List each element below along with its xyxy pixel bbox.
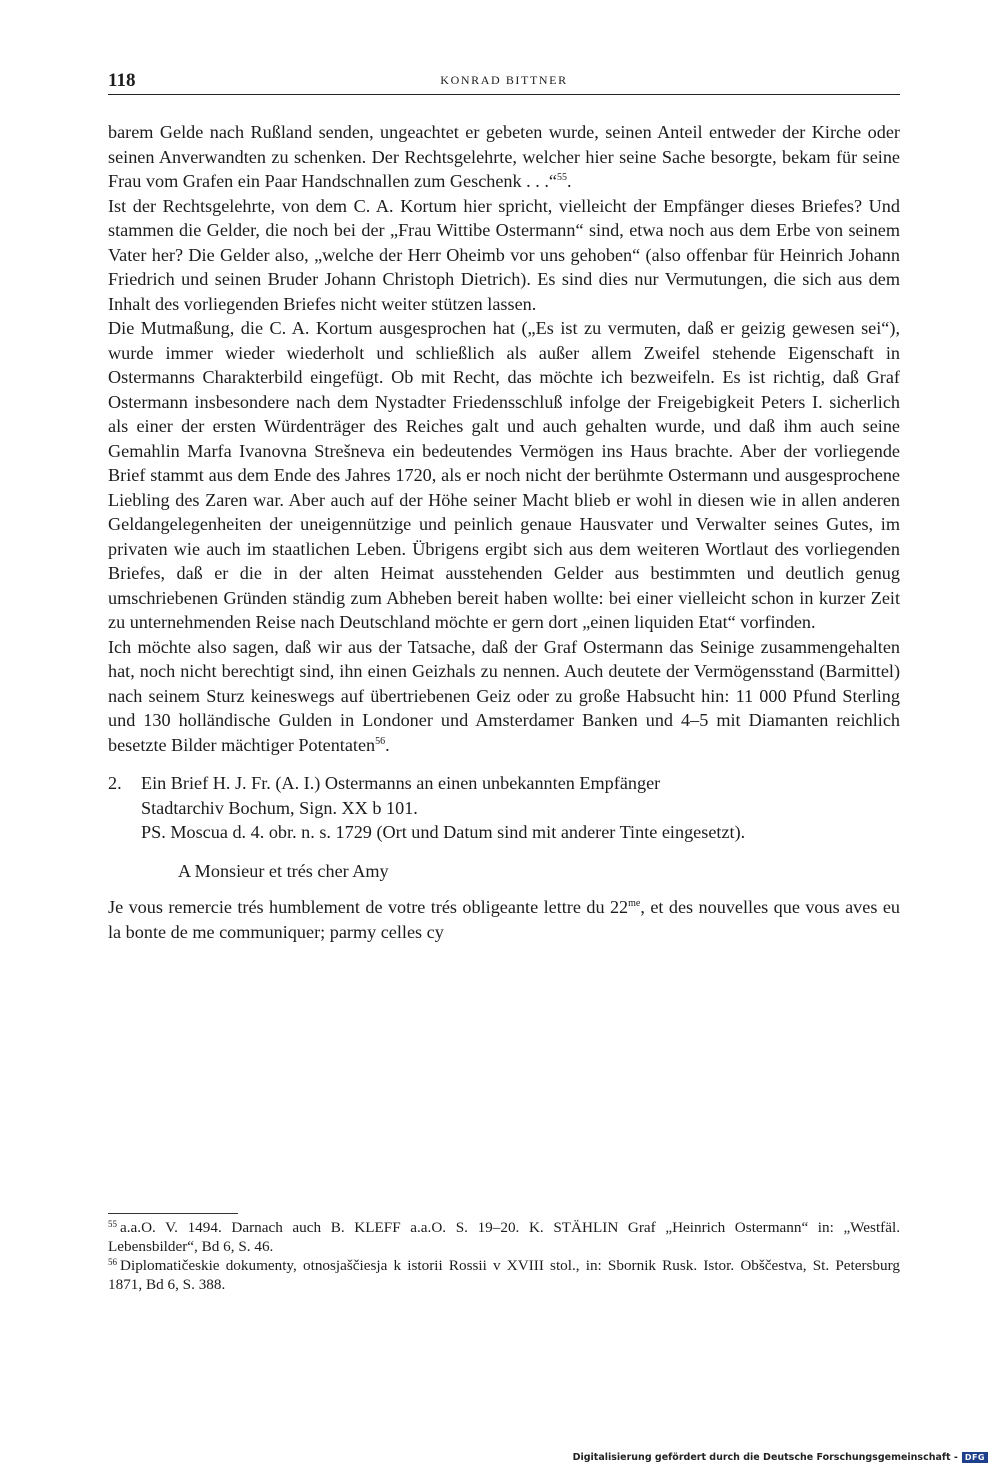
item-line: PS. Moscua d. 4. obr. n. s. 1729 (Ort und Datum sind mit anderer Tinte eingesetzt). xyxy=(141,822,746,842)
funding-credit xyxy=(573,1450,988,1464)
funding-credit-text: Digitalisierung gefördert durch die Deutsche Forschungsgemeinschaft - xyxy=(572,1451,958,1463)
paragraph-text: Ich möchte also sagen, daß wir aus der Tatsache, daß der Graf Ostermann das Seinige zusammengehalten hat, noch nicht berechtigt sind, ihn einen Geizhals zu nennen. Auch deutete der Vermögensstand (Barmittel) nach seinem Sturz keineswegs auf übertriebenen Geiz oder zu große Habsucht hin: 11 000 Pfund Sterling und 130 holländische Gulden in Londoner und Amsterdamer Banken und 4–5 mit Diamanten reichlich besetzte Bilder mächtiger Potentaten xyxy=(108,636,900,755)
item-line: Ein Brief H. J. Fr. (A. I.) Ostermanns an einen unbekannten Empfänger xyxy=(141,773,661,793)
footnote-ref: 56 xyxy=(375,735,386,747)
running-head: KONRAD BITTNER xyxy=(440,73,568,87)
item-line: Stadtarchiv Bochum, Sign. XX b 101. xyxy=(141,797,418,818)
footnotes xyxy=(108,1213,900,1294)
footnote-text: Diplomatičeskie dokumenty, otnosjaščiesja k istorii Rossii v XVIII stol., in: Sbornik Rusk. Istor. Obščestva, St. Petersburg 1871, Bd 6, S. 388. xyxy=(108,1257,900,1293)
page-number: 118 xyxy=(108,70,136,91)
footnote-number: 55 xyxy=(108,1219,117,1229)
paragraph-end: . xyxy=(385,734,390,755)
letter-text-part: , et des nouvelles que vous aves eu la bonte de me communiquer; parmy celles cy xyxy=(108,897,900,942)
item-body xyxy=(141,771,900,845)
superscript: me xyxy=(628,898,641,909)
footnote-text: a.a.O. V. 1494. Darnach auch B. KLEFF a.a.O. S. 19–20. K. STÄHLIN Graf „Heinrich Ostermann“ in: „Westfäl. Lebensbilder“, Bd 6, S. 46. xyxy=(108,1219,900,1255)
footnote xyxy=(108,1218,900,1256)
numbered-item xyxy=(108,771,900,845)
dfg-logo: DFG xyxy=(962,1452,988,1463)
paragraph xyxy=(108,120,900,194)
main-text xyxy=(108,120,900,944)
letter-salutation: A Monsieur et trés cher Amy xyxy=(178,860,389,881)
footnote-divider xyxy=(108,1213,238,1214)
letter-text xyxy=(108,895,900,944)
footnote-ref: 55 xyxy=(556,172,567,183)
paragraph xyxy=(108,635,900,758)
footnote-number: 56 xyxy=(108,1257,117,1267)
paragraph-end: . xyxy=(566,171,572,191)
paragraph: Ist der Rechtsgelehrte, von dem C. A. Kortum hier spricht, vielleicht der Empfänger dieses Briefes? Und stammen die Gelder, die noch bei der „Frau Wittibe Ostermann“ sind, etwa noch aus dem Erbe von seinem Vater her? Die Gelder also, „welche der Herr Oheimb vor uns gehoben“ (also offenbar für Heinrich Johann Friedrich und seinen Bruder Johann Christoph Dietrich). Es sind dies nur Vermutungen, die sich aus dem Inhalt des vorliegenden Briefes nicht weiter stützen lassen. xyxy=(108,195,900,314)
footnote xyxy=(108,1256,900,1294)
paragraph-text: barem Gelde nach Rußland senden, ungeachtet er gebeten wurde, seinen Anteil entweder der Kirche oder seinen Anverwandten zu schenken. Der Rechtsgelehrte, welcher hier seine Sache besorgte, bekam für seine Frau vom Grafen ein Paar Handschnallen zum Geschenk . . .“ xyxy=(108,122,900,191)
item-number: 2. xyxy=(108,773,122,793)
page-header xyxy=(108,70,900,95)
paragraph: Die Mutmaßung, die C. A. Kortum ausgesprochen hat („Es ist zu vermuten, daß er geizig gewesen sei“), wurde immer wieder wiederholt und schließlich als außer allem Zweifel stehende Eigenschaft in Ostermanns Charakterbild eingefügt. Ob mit Recht, das möchte ich bezweifeln. Es ist richtig, daß Graf Ostermann insbesondere nach dem Nystadter Friedensschluß infolge der Freigebigkeit Peters I. sicherlich als einer der ersten Würdenträger des Reiches galt und auch gehalten wurde, und daß ihm auch seine Gemahlin Marfa Ivanovna Strešneva ein bedeutendes Vermögen ins Haus brachte. Aber der vorliegende Brief stammt aus dem Ende des Jahres 1720, als er noch nicht der berühmte Ostermann und ausgesprochene Liebling des Zaren war. Aber auch auf der Höhe seiner Macht blieb er wohl in diesen wie in allen anderen Geldangelegenheiten der uneigennützige und peinlich genaue Hausvater und Verwalter seines Gutes, im privaten wie auch im staatlichen Leben. Übrigens ergibt sich aus dem weiteren Wortlaut des vorliegenden Briefes, daß er die in der alten Heimat ausstehenden Gelder aus bestimmten und deutlich genug umschriebenen Gründen ständig zum Abheben bereit haben wollte: bei einer vielleicht schon in kurzer Zeit zu unternehmenden Reise nach Deutschland möchte er gern dort „einen liquiden Etat“ vorfinden. xyxy=(108,318,900,632)
letter-text-part: Je vous remercie trés humblement de votre trés obligeante lettre du 22 xyxy=(108,897,629,917)
